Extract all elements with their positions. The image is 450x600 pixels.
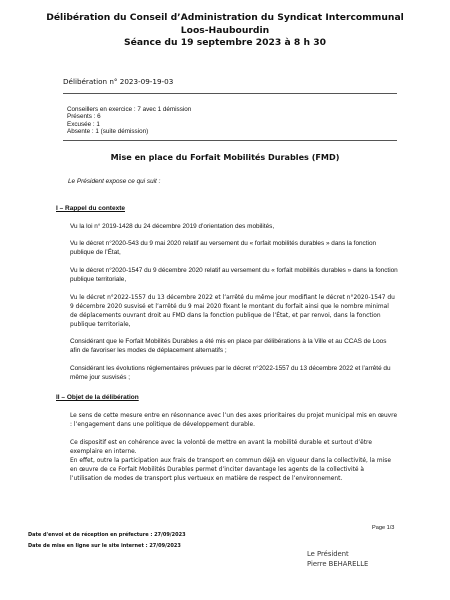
attendance-block [67, 106, 191, 136]
deliberation-subject: Mise en place du Forfait Mobilités Durables (FMD) [110, 152, 340, 162]
signature-role: Le Président [307, 550, 349, 558]
paragraph: Ce dispositif est en cohérence avec la volonté de mettre en avant la mobilité durable et surtout d’être exemplaire en interne. [70, 440, 372, 455]
header-session: Séance du 19 septembre 2023 à 8 h 30 [123, 37, 327, 48]
paragraph: Vu le décret n°2022-1557 du 13 décembre 2022 et l’arrêté du même jour modifiant le décret n°2020-1547 du 9 décembre 2020 susvisé et l’arrêté du 9 mai 2020 fixant le montant du forfait ainsi que le nombre minimal de déplacements ouvrant droit au FMD dans la fonction publique de l’État, et par renvoi, dans la fonction publique territoriale, [70, 295, 395, 328]
counts-presents: Présents : 6 [67, 113, 101, 121]
paragraph: Considérant que le Forfait Mobilités Durables a été mis en place par délibérations à la Ville et au CCAS de Loos afin de favoriser les modes de déplacement alternatifs ; [70, 338, 387, 354]
date-site: Date de mise en ligne sur le site internet : 27/09/2023 [28, 543, 181, 549]
divider-bottom [63, 140, 397, 141]
header-title: Délibération du Conseil d’Administration du Syndicat Intercommunal [46, 12, 404, 23]
intro-text: Le Président expose ce qui suit : [68, 178, 161, 185]
header-subtitle: Loos-Haubourdin [180, 24, 270, 36]
counts-excuses: Excusée : 1 [67, 120, 100, 128]
paragraph: Considérant les évolutions réglementaires prévues par le décret n°2022-1557 du 13 décembre 2022 et l’arrêté du même jour susvisés ; [70, 365, 391, 381]
signature-block [307, 550, 368, 569]
counts-absents: Absente : 1 (suite démission) [67, 128, 149, 136]
divider-top [63, 93, 397, 94]
counts-exercice: Conseillers en exercice : 7 avec 1 démission [67, 106, 192, 113]
document-header [0, 12, 450, 50]
section-2-title: II – Objet de la délibération [56, 394, 139, 401]
paragraph: Vu le décret n°2020-1547 du 9 décembre 2020 relatif au versement du « forfait mobilités durables » dans la fonction publique territoriale, [70, 267, 398, 283]
paragraph: Vu la loi n° 2019-1428 du 24 décembre 2019 d’orientation des mobilités, [70, 223, 275, 230]
signature-name: Pierre BEHARELLE [307, 559, 369, 568]
paragraph: En effet, outre la participation aux frais de transport en commun déjà en vigueur dans la collectivité, la mise en œuvre de ce Forfait Mobilités Durables permet d’inciter davantage les agents de la collectivité à l’utilisation de modes de transport plus vertueux en matière de respect de l’environnement. [70, 458, 391, 482]
paragraph: Vu le décret n°2020-543 du 9 mai 2020 relatif au versement du « forfait mobilités durables » dans la fonction publique de l’État, [70, 240, 377, 256]
deliberation-reference: Délibération n° 2023-09-19-03 [63, 77, 174, 86]
date-prefecture: Date d'envoi et de réception en préfecture : 27/09/2023 [28, 532, 186, 538]
paragraph: Le sens de cette mesure entre en résonnance avec l’un des axes prioritaires du projet municipal mis en œuvre : l’engagement dans une politique de développement durable. [70, 413, 398, 428]
page-number: Page 1/3 [372, 525, 395, 531]
section-1-title: I – Rappel du contexte [56, 205, 125, 212]
